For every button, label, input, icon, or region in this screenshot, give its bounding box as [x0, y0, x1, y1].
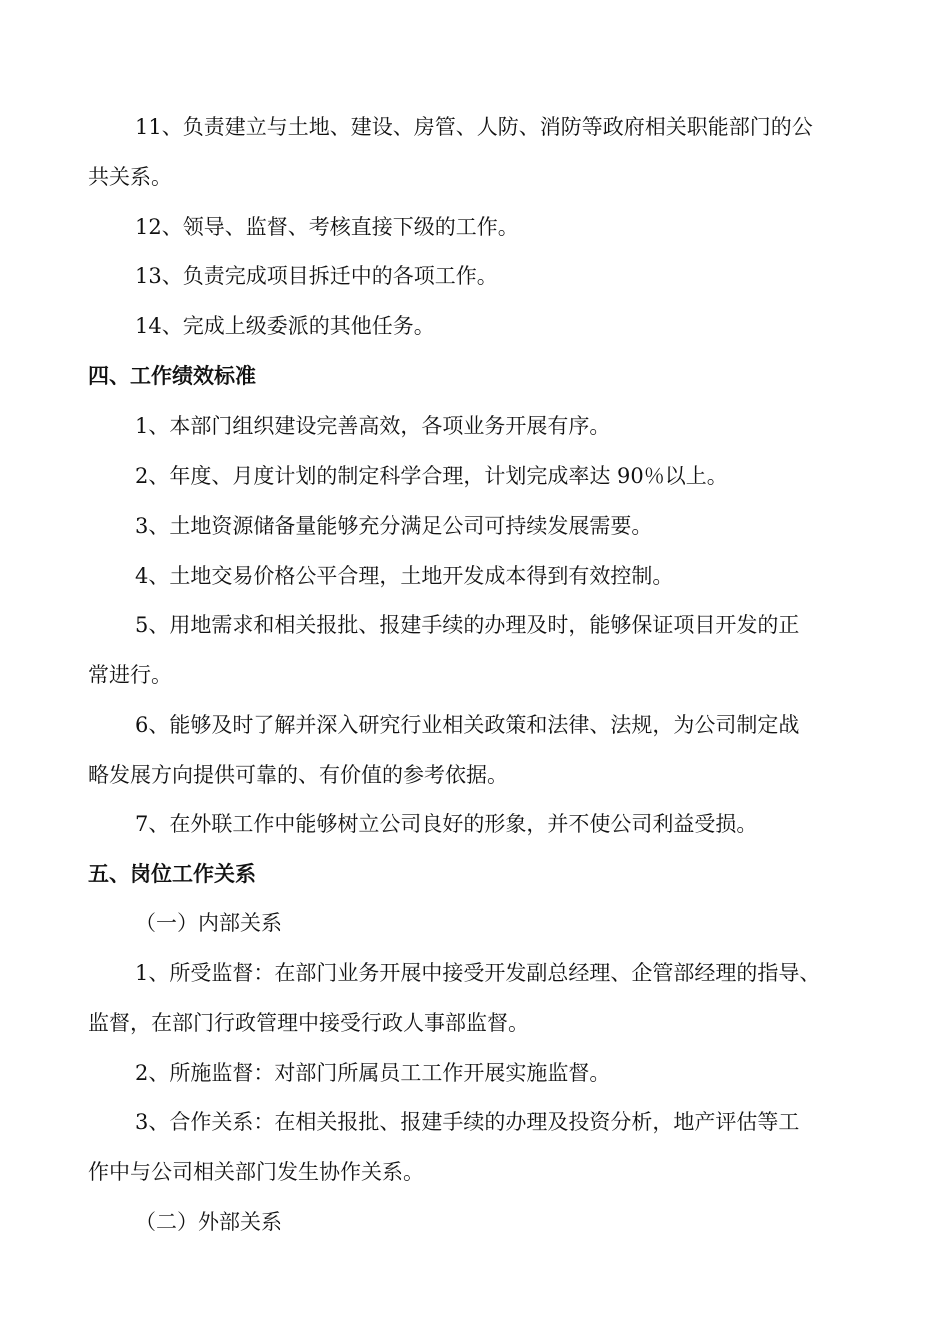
internal-relations-label: （一）内部关系	[135, 911, 282, 935]
section-4-heading: 四、工作绩效标准	[88, 364, 256, 388]
relation-item-1-line2: 监督，在部门行政管理中接受行政人事部监督。	[88, 1011, 529, 1035]
perf-item-6-line2: 略发展方向提供可靠的、有价值的参考依据。	[88, 763, 508, 787]
item-14: 14、完成上级委派的其他任务。	[135, 314, 435, 338]
perf-item-7: 7、在外联工作中能够树立公司良好的形象，并不使公司利益受损。	[135, 812, 758, 836]
perf-item-3: 3、土地资源储备量能够充分满足公司可持续发展需要。	[135, 514, 653, 538]
item-13: 13、负责完成项目拆迁中的各项工作。	[135, 264, 498, 288]
relation-item-3-line2: 作中与公司相关部门发生协作关系。	[88, 1160, 424, 1184]
relation-item-2: 2、所施监督：对部门所属员工工作开展实施监督。	[135, 1061, 611, 1085]
relation-item-3-line1: 3、合作关系：在相关报批、报建手续的办理及投资分析，地产评估等工	[135, 1110, 800, 1134]
perf-item-1: 1、本部门组织建设完善高效，各项业务开展有序。	[135, 414, 611, 438]
perf-item-4: 4、土地交易价格公平合理，土地开发成本得到有效控制。	[135, 564, 674, 588]
perf-item-5-line2: 常进行。	[88, 663, 172, 687]
item-12: 12、领导、监督、考核直接下级的工作。	[135, 215, 519, 239]
perf-item-2: 2、年度、月度计划的制定科学合理，计划完成率达 90％以上。	[135, 464, 728, 488]
perf-item-6-line1: 6、能够及时了解并深入研究行业相关政策和法律、法规，为公司制定战	[135, 713, 800, 737]
item-11-line2: 共关系。	[88, 165, 172, 189]
item-11-line1: 11、负责建立与土地、建设、房管、人防、消防等政府相关职能部门的公	[135, 115, 813, 139]
section-5-heading: 五、岗位工作关系	[88, 862, 256, 886]
perf-item-5-line1: 5、用地需求和相关报批、报建手续的办理及时，能够保证项目开发的正	[135, 613, 800, 637]
external-relations-label: （二）外部关系	[135, 1210, 282, 1234]
relation-item-1-line1: 1、所受监督：在部门业务开展中接受开发副总经理、企管部经理的指导、	[135, 961, 821, 985]
